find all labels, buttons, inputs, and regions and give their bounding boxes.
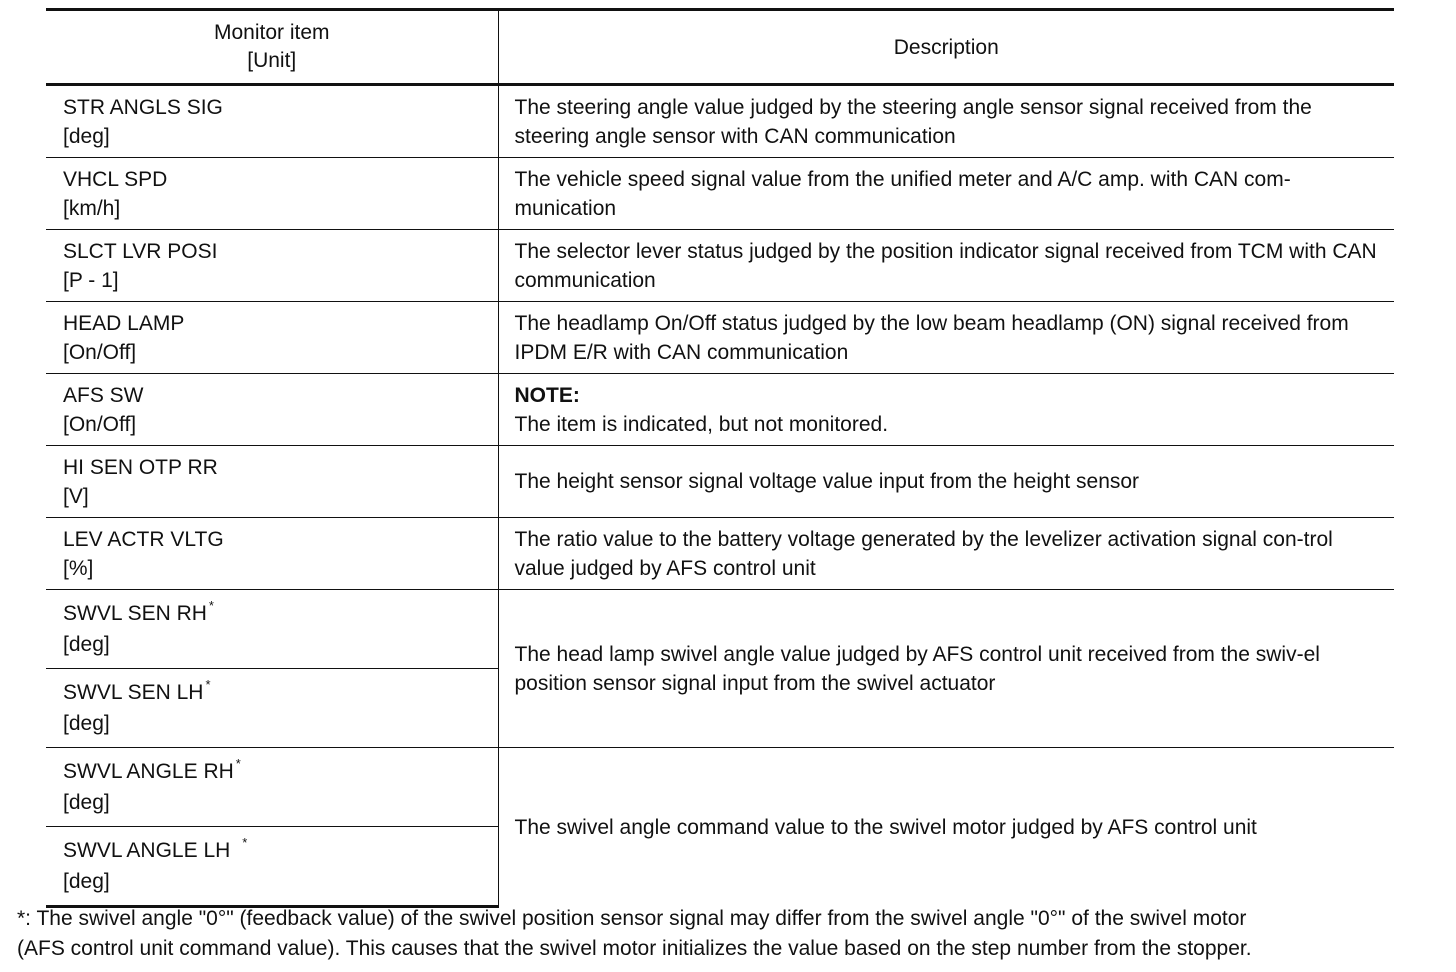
monitor-item-name: SLCT LVR POSI	[63, 239, 218, 263]
monitor-item-name: SWVL SEN RH	[63, 602, 207, 625]
description-cell: The steering angle value judged by the steering angle sensor signal received from the steering angle sensor with CAN communication	[514, 95, 1312, 148]
monitor-item-cell	[46, 230, 498, 302]
monitor-item-unit: [deg]	[63, 791, 110, 814]
footnote-line-2: (AFS control unit command value). This causes that the swivel motor initializes the value based on the step number from the stopper.	[17, 937, 1252, 960]
monitor-item-cell	[46, 446, 498, 518]
table-row	[46, 158, 1394, 230]
monitor-item-unit: [deg]	[63, 124, 110, 148]
monitor-item-name: HI SEN OTP RR	[63, 455, 218, 479]
footnote-marker: *	[205, 677, 211, 692]
description-cell: The selector lever status judged by the position indicator signal received from TCM with CAN communication	[498, 230, 1394, 302]
description-cell: The height sensor signal voltage value input from the height sensor	[498, 446, 1394, 518]
monitor-item-header-line2: [Unit]	[247, 49, 297, 72]
description-cell: The head lamp swivel angle value judged by AFS control unit received from the swiv-el position sensor signal input from the swivel actuator	[498, 590, 1394, 748]
monitor-item-unit: [deg]	[63, 870, 110, 893]
table-row	[46, 374, 1394, 446]
monitor-item-cell	[46, 374, 498, 446]
monitor-item-name: SWVL SEN LH	[63, 681, 204, 704]
monitor-item-cell	[46, 748, 498, 827]
monitor-item-unit: [P - 1]	[63, 268, 119, 292]
monitor-item-table	[46, 8, 1394, 908]
monitor-item-unit: [On/Off]	[63, 412, 137, 436]
description-header: Description	[498, 10, 1394, 85]
table-row	[46, 302, 1394, 374]
monitor-item-unit: [km/h]	[63, 196, 121, 220]
description-cell: The ratio value to the battery voltage generated by the levelizer activation signal con-trol value judged by AFS control unit	[498, 518, 1394, 590]
monitor-item-name-line	[63, 757, 498, 788]
table-row	[46, 748, 1394, 827]
monitor-item-unit: [deg]	[63, 633, 110, 656]
footnote-line-1: *: The swivel angle "0°" (feedback value) of the swivel position sensor signal may differ from the swivel angle "0°" of the swivel motor	[17, 907, 1247, 930]
monitor-item-unit: [On/Off]	[63, 340, 137, 364]
table-row	[46, 85, 1394, 158]
monitor-item-name-line	[63, 836, 498, 867]
monitor-item-name: LEV ACTR VLTG	[63, 527, 224, 551]
monitor-item-unit: [deg]	[63, 712, 110, 735]
monitor-item-name: HEAD LAMP	[63, 311, 185, 335]
monitor-item-header-line1: Monitor item	[213, 21, 330, 44]
monitor-item-unit: [V]	[63, 484, 89, 508]
description-cell: The headlamp On/Off status judged by the low beam headlamp (ON) signal received from IPDM E/R with CAN communication	[498, 302, 1394, 374]
monitor-item-cell	[46, 302, 498, 374]
monitor-item-name-line	[63, 599, 498, 630]
footnote-marker: *	[235, 756, 241, 771]
monitor-item-header	[46, 10, 498, 85]
monitor-item-cell	[46, 158, 498, 230]
monitor-item-cell	[46, 827, 498, 907]
description-cell: The swivel angle command value to the swivel motor judged by AFS control unit	[498, 748, 1394, 907]
monitor-item-name: VHCL SPD	[63, 167, 168, 191]
monitor-item-unit: [%]	[63, 556, 94, 580]
table-row	[46, 518, 1394, 590]
monitor-item-name: STR ANGLS SIG	[63, 95, 223, 119]
table-header-row	[46, 10, 1394, 85]
monitor-item-name: SWVL ANGLE LH	[63, 839, 231, 862]
monitor-item-name: AFS SW	[63, 383, 144, 407]
monitor-item-cell	[46, 518, 498, 590]
note-label: NOTE:	[514, 383, 580, 407]
monitor-item-name-line	[63, 678, 498, 709]
description-cell	[498, 374, 1394, 446]
footnote-marker: *	[208, 598, 214, 613]
monitor-item-cell	[46, 85, 498, 158]
monitor-item-cell	[46, 590, 498, 669]
table-row	[46, 230, 1394, 302]
table-row	[46, 590, 1394, 669]
monitor-item-cell	[46, 669, 498, 748]
description-cell: The vehicle speed signal value from the unified meter and A/C amp. with CAN com-munication	[498, 158, 1394, 230]
note-text: The item is indicated, but not monitored.	[514, 412, 889, 436]
monitor-item-name: SWVL ANGLE RH	[63, 760, 234, 783]
footnote	[17, 904, 1437, 964]
footnote-marker: *	[242, 835, 248, 850]
table-row	[46, 446, 1394, 518]
